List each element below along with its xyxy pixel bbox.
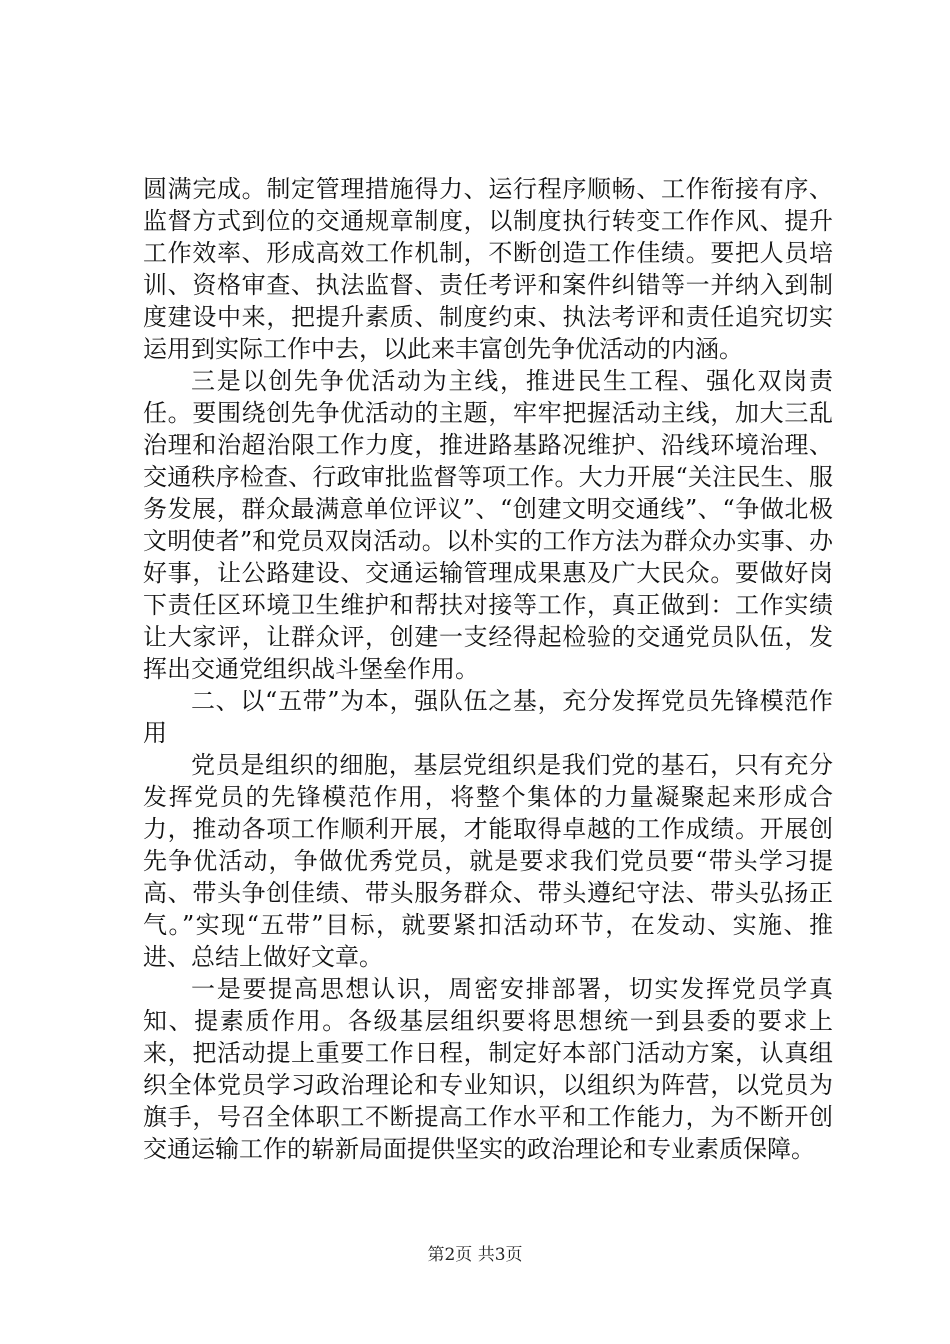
document-body [143,173,833,1165]
section-heading-2: 二、以“五带”为本，强队伍之基，充分发挥党员先锋模范作用 [143,687,833,747]
paragraph-2: 三是以创先争优活动为主线，推进民生工程、强化双岗责任。要围绕创先争优活动的主题，牢牢把握活动主线，加大三乱治理和治超治限工作力度，推进路基路况维护、沿线环境治理、交通秩序检查、行政审批监督等项工作。大力开展“关注民生、服务发展，群众最满意单位评议”、“创建文明交通线”、“争做北极文明使者”和党员双岗活动。以朴实的工作方法为群众办实事、办好事，让公路建设、交通运输管理成果惠及广大民众。要做好岗下责任区环境卫生维护和帮扶对接等工作，真正做到：工作实绩让大家评，让群众评，创建一支经得起检验的交通党员队伍，发挥出交通党组织战斗堡垒作用。 [143,367,833,683]
paragraph-4: 一是要提高思想认识，周密安排部署，切实发挥党员学真知、提素质作用。各级基层组织要将思想统一到县委的要求上来，把活动提上重要工作日程，制定好本部门活动方案，认真组织全体党员学习政治理论和专业知识，以组织为阵营，以党员为旗手，号召全体职工不断提高工作水平和工作能力，为不断开创交通运输工作的崭新局面提供坚实的政治理论和专业素质保障。 [143,975,833,1163]
paragraph-1: 圆满完成。制定管理措施得力、运行程序顺畅、工作衔接有序、监督方式到位的交通规章制度，以制度执行转变工作作风、提升工作效率、形成高效工作机制，不断创造工作佳绩。要把人员培训、资格审查、执法监督、责任考评和案件纠错等一并纳入到制度建设中来，把提升素质、制度约束、执法考评和责任追究切实运用到实际工作中去，以此来丰富创先争优活动的内涵。 [143,175,833,363]
page-number-footer: 第2页 共3页 [427,1245,523,1265]
paragraph-3: 党员是组织的细胞，基层党组织是我们党的基石，只有充分发挥党员的先锋模范作用，将整个集体的力量凝聚起来形成合力，推动各项工作顺利开展，才能取得卓越的工作成绩。开展创先争优活动，争做优秀党员，就是要求我们党员要“带头学习提高、带头争创佳绩、带头服务群众、带头遵纪守法、带头弘扬正气。”实现“五带”目标，就要紧扣活动环节，在发动、实施、推进、总结上做好文章。 [143,751,833,971]
